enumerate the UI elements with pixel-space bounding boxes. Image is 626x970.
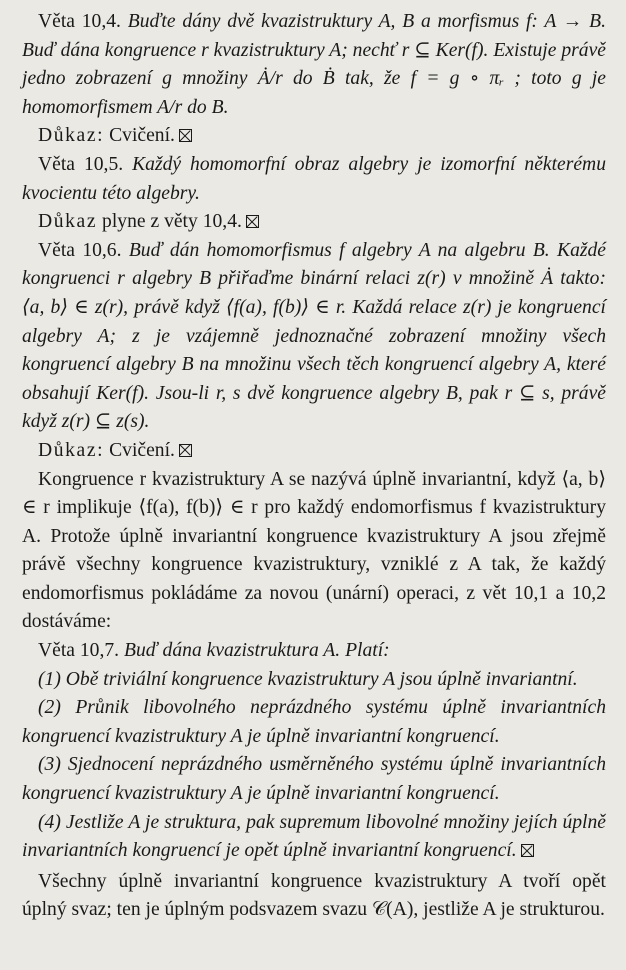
proof-text: Cvičení.	[104, 125, 175, 147]
theorem-item-2: (2) Průnik libovolného neprázdného systému úplně invariantních kongruencí kvazistruktury A je úplně invariantní kongruencí.	[22, 697, 606, 747]
proof-text: Cvičení.	[104, 439, 175, 461]
proof-10-4	[22, 122, 606, 151]
theorem-heading: Věta 10,7.	[38, 640, 120, 662]
theorem-heading: Věta 10,5.	[38, 153, 124, 175]
theorem-statement: Každý homomorfní obraz algebry je izomorfní některému kvocientu této algebry.	[22, 153, 606, 204]
proof-text: plyne z věty 10,4.	[97, 211, 242, 233]
definition-paragraph: Kongruence r kvazistruktury A se nazývá úplně invariantní, když ⟨a, b⟩ ∈ r implikuje ⟨f(a), f(b)⟩ ∈ r pro každý endomorfismus f kvazistruktury A. Protože úplně invariantní kongruence kvazistruktury A jsou zřejmě právě všechny kongruence kvazistruktury, vzniklé z A tak, že každý endomorfismus pokládáme za novou (unární) operaci, z vět 10,1 a 10,2 dostáváme:	[22, 468, 606, 633]
proof-10-5	[22, 208, 606, 237]
theorem-item-3: (3) Sjednocení neprázdného usměrněného systému úplně invariantních kongruencí kvazistruktury A je úplně invariantní kongruencí.	[22, 754, 606, 805]
end-of-proof-icon	[521, 844, 534, 857]
end-of-proof-icon	[179, 444, 192, 457]
theorem-heading: Věta 10,4.	[38, 11, 121, 32]
theorem-10-6	[22, 237, 606, 437]
theorem-statement: Buď dán homomorfismus f algebry A na algebru B. Každé kongruenci r algebry B přiřaďme binární relaci z(r) v množině Ȧ takto: ⟨a, b⟩ ∈ z(r), právě když ⟨f(a), f(b)⟩ ∈ r. Každá relace z(r) je kongruencí algebry A; z je vzájemně jednoznačné zobrazení množiny všech kongruencí algebry B na množinu všech těch kongruencí algebry A, které obsahují Ker(f). Jsou-li r, s dvě kongruence algebry B, pak r ⊆ s, právě když z(r) ⊆ z(s).	[22, 239, 607, 433]
proof-10-6	[22, 437, 606, 466]
end-of-proof-icon	[179, 129, 192, 142]
theorem-item-4	[22, 809, 606, 866]
theorem-item-1: (1) Obě triviální kongruence kvazistruktury A jsou úplně invariantní.	[38, 668, 578, 690]
theorem-heading: Věta 10,6.	[38, 239, 122, 261]
final-paragraph: Všechny úplně invariantní kongruence kvazistruktury A tvoří opět úplný svaz; ten je úplným podsvazem svazu 𝒞(A), jestliže A je strukturou.	[22, 870, 606, 921]
proof-heading: Důkaz:	[38, 439, 105, 461]
theorem-10-5	[22, 151, 606, 208]
theorem-statement: Buďte dány dvě kvazistruktury A, B a morfismus f: A → B. Buď dána kongruence r kvazistruktury A; nechť r ⊆ Ker(f). Existuje právě jedno zobrazení g množiny Ȧ/r do Ḃ tak, že f = g ∘ πᵣ ; toto g je homomorfismem A/r do B.	[22, 11, 606, 118]
end-of-proof-icon	[246, 215, 259, 228]
theorem-10-7	[22, 637, 606, 666]
proof-heading: Důkaz	[38, 211, 98, 233]
proof-heading: Důkaz:	[38, 125, 105, 147]
theorem-statement: Buď dána kvazistruktura A. Platí:	[119, 640, 390, 662]
theorem-10-4	[22, 8, 606, 122]
theorem-item-4-text: (4) Jestliže A je struktura, pak supremum libovolné množiny jejích úplně invariantních kongruencí je opět úplně invariantní kongruencí.	[22, 811, 606, 862]
